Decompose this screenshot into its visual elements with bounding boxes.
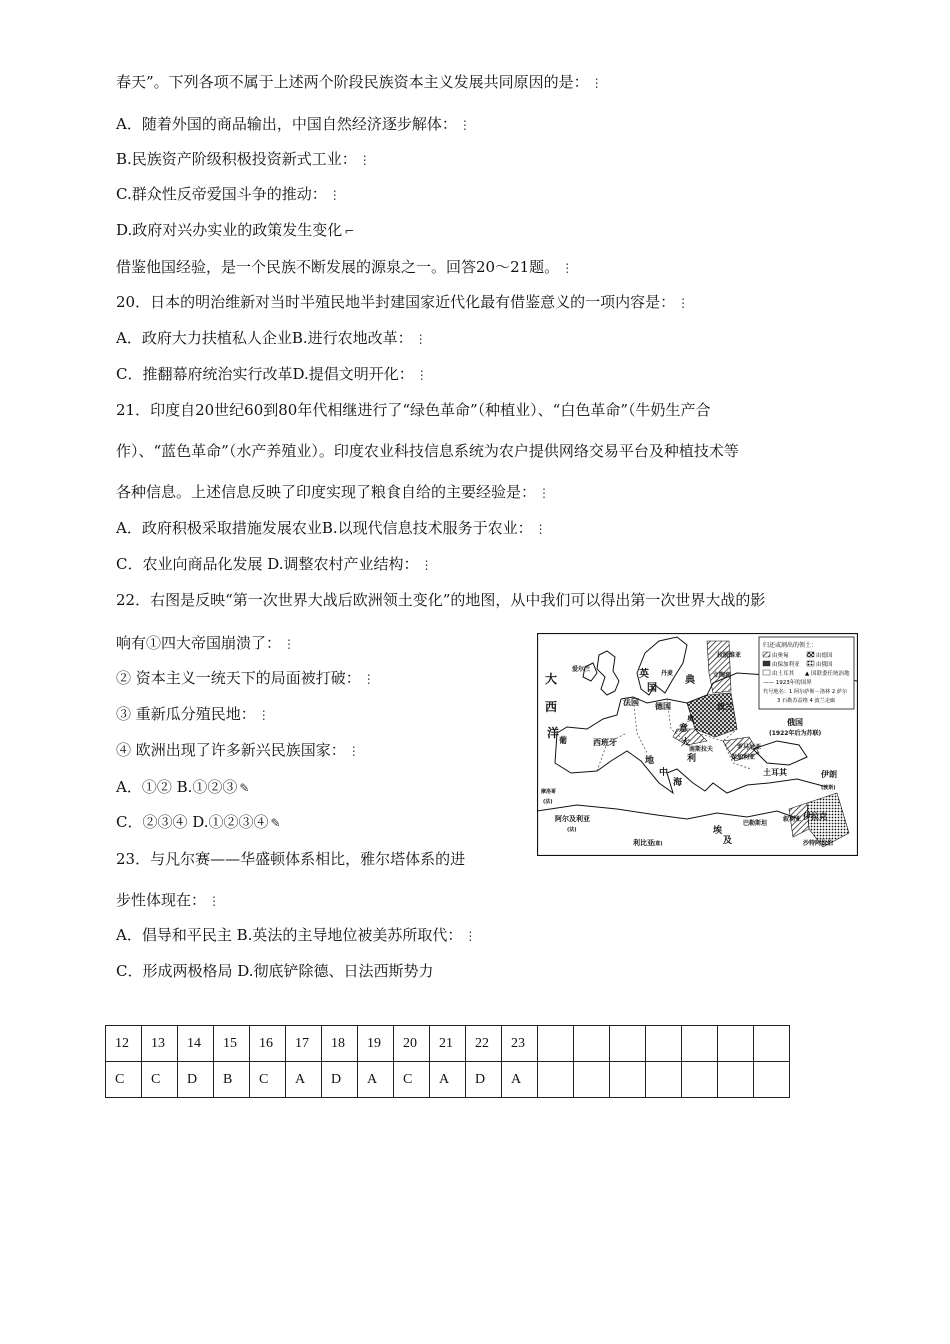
map-label: 中 (659, 768, 669, 778)
text-line-mark: ⋮ (534, 522, 547, 536)
answer-letter-cell: A (502, 1062, 538, 1098)
text-line-mark: ⌐ (344, 224, 355, 238)
answer-number-cell (754, 1026, 790, 1062)
legend-item: 由俄国 (816, 662, 833, 668)
text-line-mark: ⋮ (208, 894, 221, 908)
answer-letter-cell: D (466, 1062, 502, 1098)
answer-letter-cell (754, 1062, 790, 1098)
map-label: 典 (685, 675, 695, 686)
map-label: 丹麦 (661, 670, 674, 677)
answer-number-cell: 20 (394, 1026, 430, 1062)
text-line (116, 890, 220, 911)
answer-number-cell: 21 (430, 1026, 466, 1062)
text-line-content: C．推翻幕府统治实行改革D.提倡文明开化： (116, 365, 414, 383)
text-line-mark: ✎ (239, 781, 250, 795)
map-label: 洋 (547, 726, 560, 740)
map-label: 伊拉克 (803, 812, 827, 821)
legend-item: 由奥匈 (772, 653, 789, 659)
text-line-content: A．随着外国的商品输出，中国自然经济逐步解体： (116, 115, 457, 133)
answer-table (105, 1025, 790, 1098)
text-line (116, 364, 428, 385)
text-line (116, 961, 436, 982)
answer-letter-cell: D (178, 1062, 214, 1098)
text-line-content: A．政府积极采取措施发展农业B.以现代信息技术服务于农业： (116, 519, 533, 537)
text-line (116, 633, 295, 654)
text-line (116, 257, 573, 278)
text-line (116, 590, 767, 611)
map-label: 罗马尼亚 (737, 744, 762, 751)
map-label: (意) (653, 841, 663, 847)
text-line-mark: ⋮ (358, 153, 371, 167)
map-label: 沙特阿拉伯 (803, 840, 834, 847)
answer-letter-cell: B (214, 1062, 250, 1098)
map-label: 国 (647, 683, 657, 694)
map-label: 俄国 (787, 718, 803, 727)
map-label: 南斯拉夫 (689, 746, 714, 753)
answer-number-cell: 16 (250, 1026, 286, 1062)
answer-number-cell (610, 1026, 646, 1062)
answer-number-cell: 14 (178, 1026, 214, 1062)
text-line-mark: ⋮ (420, 558, 433, 572)
text-line (116, 482, 550, 503)
text-line-mark: ⋮ (414, 332, 427, 346)
map-label: (法) (567, 827, 577, 833)
text-line (116, 184, 341, 205)
map-label: 英 (639, 669, 649, 680)
answer-letter-cell: A (286, 1062, 322, 1098)
text-line (116, 441, 741, 462)
text-line-mark: ⋮ (590, 76, 603, 90)
text-line-content: ③ 重新瓜分殖民地： (116, 705, 256, 723)
answer-letter-cell: A (430, 1062, 466, 1098)
text-line-content: A．政府大力扶植私人企业B.进行农地改革： (116, 329, 413, 347)
text-line-mark: ⋮ (283, 637, 296, 651)
text-line (116, 740, 360, 761)
answer-letter-cell: C (394, 1062, 430, 1098)
map-label: 利比亚 (633, 839, 654, 847)
map-label: 拉脱维亚 (717, 652, 742, 659)
text-line (116, 704, 270, 725)
text-line-mark: ⋮ (328, 188, 341, 202)
legend-codes: 3 石勒苏益格 4 波兰走廊 (777, 698, 836, 704)
text-line (116, 220, 354, 241)
text-line (116, 328, 427, 349)
text-line-content: 作）、“蓝色革命”（水产养殖业）。印度农业科技信息系统为农户提供网络交易平台及种植技术等 (116, 442, 739, 460)
europe-map-figure (537, 633, 858, 856)
map-label: 奥 (687, 715, 694, 723)
legend-item: 由德国 (816, 653, 833, 659)
answer-number-cell (646, 1026, 682, 1062)
legend-title: 归还或割出的领土： (763, 642, 818, 649)
legend-item: ▲ 国联委任统治地 (805, 671, 850, 677)
map-label: 埃 (713, 826, 723, 836)
answer-number-cell (538, 1026, 574, 1062)
answer-number-cell: 13 (142, 1026, 178, 1062)
answer-number-cell: 22 (466, 1026, 502, 1062)
answer-letter-cell: C (142, 1062, 178, 1098)
map-label: 地 (645, 756, 655, 766)
text-line-content: C.群众性反帝爱国斗争的推动： (116, 185, 327, 203)
text-line-mark: ⋮ (561, 261, 574, 275)
answer-number-cell (682, 1026, 718, 1062)
text-line-content: 借鉴他国经验，是一个民族不断发展的源泉之一。回答20～21题。 (116, 258, 560, 276)
map-label: 波兰 (717, 702, 733, 711)
text-line-content: 22．右图是反映“第一次世界大战后欧洲领土变化”的地图，从中我们可以得出第一次世界大战的影 (116, 591, 766, 609)
answer-number-cell (718, 1026, 754, 1062)
text-line-mark: ⋮ (458, 118, 471, 132)
answer-number-cell: 17 (286, 1026, 322, 1062)
text-line-content: A．①② B.①②③ (116, 778, 238, 796)
answer-number-cell: 15 (214, 1026, 250, 1062)
answer-number-cell: 12 (106, 1026, 142, 1062)
map-label: 意 (679, 724, 689, 734)
text-line (116, 668, 375, 689)
text-line-mark: ⋮ (677, 296, 690, 310)
legend-item: 由土耳其 (772, 671, 795, 677)
text-line-content: B.民族资产阶级积极投资新式工业： (116, 150, 357, 168)
legend-codes: 代号地名：1 阿尔萨斯－洛林 2 萨尔 (763, 689, 848, 695)
text-line (116, 114, 471, 135)
text-line-content: 各种信息。上述信息反映了印度实现了粮食自给的主要经验是： (116, 483, 537, 501)
text-line-content: 20．日本的明治维新对当时半殖民地半封建国家近代化最有借鉴意义的一项内容是： (116, 293, 676, 311)
text-line-mark: ✎ (270, 816, 281, 830)
text-line (116, 292, 689, 313)
text-line-content: C．②③④ D.①②③④ (116, 813, 269, 831)
text-line (116, 518, 547, 539)
answer-letter-cell: A (358, 1062, 394, 1098)
map-label: 伊朗 (821, 770, 837, 779)
map-label: 西 (545, 700, 558, 714)
map-label: 保加利亚 (731, 754, 756, 761)
text-line (116, 72, 603, 93)
text-line-content: C．形成两极格局 D.彻底铲除德、日法西斯势力 (116, 962, 434, 980)
map-label: 爱尔兰 (572, 666, 591, 673)
text-line (116, 777, 249, 798)
text-line-mark: ⋮ (362, 672, 375, 686)
text-line (116, 812, 281, 833)
map-label: 巴勒斯坦 (743, 820, 768, 827)
map-label: 海 (673, 778, 683, 788)
text-line-content: ② 资本主义一统天下的局面被打破： (116, 669, 361, 687)
answer-letter-cell (574, 1062, 610, 1098)
map-label: 阿尔及利亚 (555, 815, 590, 823)
answer-letter-cell: C (250, 1062, 286, 1098)
answer-table-answer-row (106, 1062, 790, 1098)
text-line-mark: ⋮ (464, 929, 477, 943)
map-label: 德国 (655, 702, 671, 711)
answer-table-number-row (106, 1026, 790, 1062)
map-label: 大 (545, 672, 558, 686)
map-label: 大 (681, 738, 691, 748)
answer-letter-cell: C (106, 1062, 142, 1098)
text-line (116, 925, 476, 946)
map-label: 葡 (559, 736, 567, 745)
map-label: 摩洛哥 (541, 789, 557, 795)
text-line-mark: ⋮ (347, 744, 360, 758)
text-line-content: D.政府对兴办实业的政策发生变化 (116, 221, 343, 239)
map-label: 法国 (623, 698, 639, 707)
map-label: 土耳其 (763, 768, 787, 777)
text-line-content: A．倡导和平民主 B.英法的主导地位被美苏所取代： (116, 926, 463, 944)
answer-number-cell (574, 1026, 610, 1062)
text-line (116, 400, 713, 421)
text-line (116, 554, 433, 575)
text-line-content: 步性体现在： (116, 891, 207, 909)
text-line-content: 响有①四大帝国崩溃了： (116, 634, 282, 652)
answer-number-cell: 23 (502, 1026, 538, 1062)
text-line-content: ④ 欧洲出现了许多新兴民族国家： (116, 741, 346, 759)
text-line (116, 149, 371, 170)
answer-letter-cell (538, 1062, 574, 1098)
text-line-mark: ⋮ (538, 486, 551, 500)
map-label: (波斯) (821, 785, 836, 791)
answer-letter-cell (718, 1062, 754, 1098)
answer-letter-cell (610, 1062, 646, 1098)
legend-item: 由保加利亚 (772, 662, 800, 668)
map-label: 叙利亚 (783, 816, 802, 823)
answer-number-cell: 18 (322, 1026, 358, 1062)
text-line-content: 21．印度自20世纪60到80年代相继进行了“绿色革命”（种植业）、“白色革命”（牛奶生产合 (116, 401, 711, 419)
answer-letter-cell (682, 1062, 718, 1098)
map-label: 西班牙 (593, 738, 617, 747)
legend-border: —— 1923年的国界 (763, 680, 812, 686)
text-line-mark: ⋮ (415, 368, 428, 382)
map-label: 立陶宛 (713, 672, 732, 679)
text-line-content: C．农业向商品化发展 D.调整农村产业结构： (116, 555, 419, 573)
text-line-mark: ⋮ (257, 708, 270, 722)
answer-letter-cell (646, 1062, 682, 1098)
map-label: 利 (687, 754, 697, 764)
text-line-content: 23．与凡尔赛——华盛顿体系相比，雅尔塔体系的进 (116, 850, 466, 868)
map-label: (1922年后为苏联) (769, 730, 822, 737)
answer-letter-cell: D (322, 1062, 358, 1098)
text-line-content: 春天”。下列各项不属于上述两个阶段民族资本主义发展共同原因的是： (116, 73, 589, 91)
map-label: (法) (543, 799, 553, 805)
map-label: 及 (723, 836, 733, 846)
text-line (116, 849, 467, 870)
answer-number-cell: 19 (358, 1026, 394, 1062)
